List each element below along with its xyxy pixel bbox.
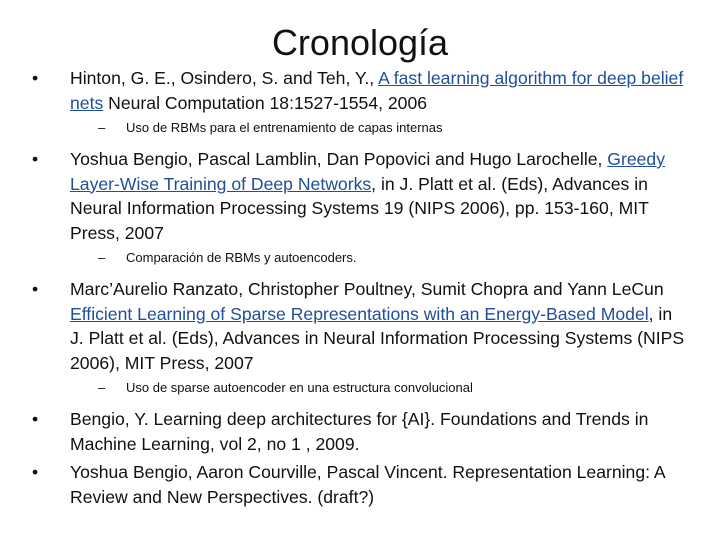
reference-note-text: Comparación de RBMs y autoencoders.	[126, 250, 357, 265]
reference-source: , in J. Platt et al. (Eds), Advances in Neural Information Processing Systems (NIPS 2006), MIT Press, 2007	[70, 303, 685, 373]
reference-text: Bengio, Y. Learning deep architectures for {AI}. Foundations and Trends in Machine Learning, vol 2, no 1 , 2009.	[70, 409, 649, 454]
bullet-icon: •	[32, 149, 39, 169]
reference-text	[70, 277, 686, 375]
bullet-icon: •	[32, 409, 39, 429]
reference-source: Neural Computation 18:1527-1554, 2006	[103, 92, 428, 113]
bullet-icon: •	[32, 279, 39, 299]
reference-authors: Yoshua Bengio, Pascal Lamblin, Dan Popovici and Hugo Larochelle,	[70, 149, 608, 169]
reference-note	[26, 119, 686, 137]
bullet-icon: •	[32, 68, 39, 88]
bullet-icon: •	[32, 462, 39, 482]
reference-authors: Marc’Aurelio Ranzato, Christopher Poultney, Sumit Chopra and Yann LeCun	[70, 279, 664, 299]
reference-link[interactable]: Greedy Layer-Wise Training of Deep Networks	[70, 149, 665, 194]
reference-note	[26, 249, 686, 267]
reference-text	[70, 66, 686, 115]
reference-text: Yoshua Bengio, Aaron Courville, Pascal Vincent. Representation Learning: A Review and New Perspectives. (draft?)	[70, 462, 665, 507]
slide-title: Cronología	[271, 22, 449, 63]
dash-icon: –	[98, 120, 106, 135]
reference-note	[26, 379, 686, 397]
reference-item	[26, 460, 686, 509]
reference-source: , in J. Platt et al. (Eds), Advances in Neural Information Processing Systems 19 (NIPS 2006), pp. 153-160, MIT Press, 2007	[70, 173, 649, 243]
dash-icon: –	[98, 380, 106, 395]
reference-note-text: Uso de RBMs para el entrenamiento de capas internas	[126, 120, 443, 135]
reference-item	[26, 66, 686, 115]
reference-item	[26, 407, 686, 456]
reference-note-text: Uso de sparse autoencoder en una estructura convolucional	[126, 380, 473, 395]
reference-item	[26, 277, 686, 375]
reference-text	[70, 147, 686, 245]
reference-link[interactable]: Efficient Learning of Sparse Representations with an Energy-Based Model	[70, 303, 649, 324]
reference-list	[26, 66, 686, 509]
dash-icon: –	[98, 250, 106, 265]
reference-link[interactable]: A fast learning algorithm for deep belief nets	[70, 68, 684, 113]
reference-authors: Hinton, G. E., Osindero, S. and Teh, Y.,	[70, 68, 379, 88]
reference-item	[26, 147, 686, 245]
